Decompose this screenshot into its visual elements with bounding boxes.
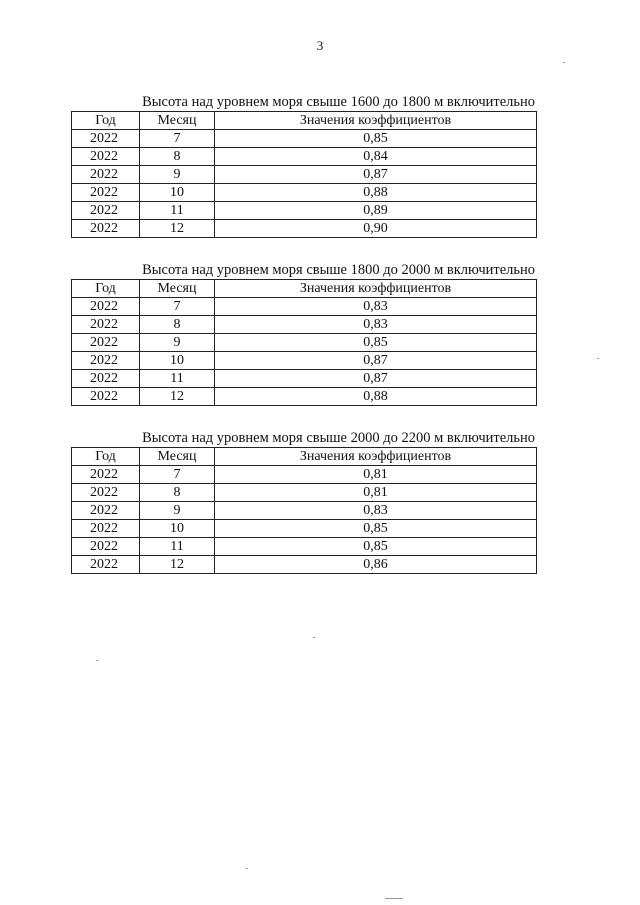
column-header-value: Значения коэффициентов: [215, 280, 537, 298]
value-cell: 0,88: [215, 184, 537, 202]
scan-speck: [597, 358, 599, 359]
month-cell: 7: [140, 466, 215, 484]
year-cell: 2022: [72, 538, 140, 556]
column-header-year: Год: [72, 280, 140, 298]
value-cell: 0,81: [215, 484, 537, 502]
table-row: [72, 166, 537, 184]
year-cell: 2022: [72, 370, 140, 388]
table-row: [72, 388, 537, 406]
table-row: [72, 184, 537, 202]
value-cell: 0,89: [215, 202, 537, 220]
value-cell: 0,85: [215, 520, 537, 538]
month-cell: 8: [140, 316, 215, 334]
coefficient-section-1800-2000: [71, 262, 536, 406]
year-cell: 2022: [72, 520, 140, 538]
scan-speck: [313, 637, 315, 638]
table-header-row: [72, 280, 537, 298]
year-cell: 2022: [72, 388, 140, 406]
year-cell: 2022: [72, 316, 140, 334]
month-cell: 9: [140, 334, 215, 352]
value-cell: 0,85: [215, 538, 537, 556]
table-header-row: [72, 448, 537, 466]
month-cell: 12: [140, 220, 215, 238]
year-cell: 2022: [72, 202, 140, 220]
section-title: Высота над уровнем моря свыше 1600 до 1800 м включительно: [142, 94, 535, 110]
year-cell: 2022: [72, 352, 140, 370]
scan-speck: [385, 898, 403, 899]
year-cell: 2022: [72, 556, 140, 574]
column-header-year: Год: [72, 448, 140, 466]
month-cell: 10: [140, 520, 215, 538]
table-row: [72, 316, 537, 334]
coefficient-section-1600-1800: [71, 94, 536, 238]
year-cell: 2022: [72, 166, 140, 184]
year-cell: 2022: [72, 466, 140, 484]
table-row: [72, 520, 537, 538]
year-cell: 2022: [72, 334, 140, 352]
value-cell: 0,85: [215, 334, 537, 352]
year-cell: 2022: [72, 148, 140, 166]
column-header-year: Год: [72, 112, 140, 130]
page-number: 3: [316, 38, 324, 53]
month-cell: 12: [140, 388, 215, 406]
value-cell: 0,83: [215, 316, 537, 334]
section-title: Высота над уровнем моря свыше 2000 до 2200 м включительно: [142, 430, 535, 446]
column-header-value: Значения коэффициентов: [215, 112, 537, 130]
value-cell: 0,88: [215, 388, 537, 406]
table-row: [72, 130, 537, 148]
month-cell: 11: [140, 370, 215, 388]
table-row: [72, 334, 537, 352]
month-cell: 12: [140, 556, 215, 574]
year-cell: 2022: [72, 184, 140, 202]
month-cell: 10: [140, 352, 215, 370]
scan-speck: [246, 868, 248, 869]
month-cell: 8: [140, 484, 215, 502]
coefficient-section-2000-2200: [71, 430, 536, 574]
table-row: [72, 556, 537, 574]
table-row: [72, 484, 537, 502]
section-title: Высота над уровнем моря свыше 1800 до 2000 м включительно: [142, 262, 535, 278]
scan-speck: [96, 660, 98, 661]
coefficient-table: [71, 447, 537, 574]
month-cell: 9: [140, 166, 215, 184]
value-cell: 0,90: [215, 220, 537, 238]
month-cell: 11: [140, 538, 215, 556]
table-row: [72, 352, 537, 370]
table-row: [72, 298, 537, 316]
table-row: [72, 466, 537, 484]
table-row: [72, 148, 537, 166]
coefficient-table: [71, 279, 537, 406]
year-cell: 2022: [72, 130, 140, 148]
month-cell: 9: [140, 502, 215, 520]
scan-speck: [563, 62, 565, 63]
value-cell: 0,81: [215, 466, 537, 484]
value-cell: 0,83: [215, 502, 537, 520]
column-header-month: Месяц: [140, 112, 215, 130]
table-row: [72, 538, 537, 556]
value-cell: 0,83: [215, 298, 537, 316]
table-row: [72, 202, 537, 220]
column-header-month: Месяц: [140, 280, 215, 298]
value-cell: 0,87: [215, 352, 537, 370]
month-cell: 7: [140, 130, 215, 148]
month-cell: 11: [140, 202, 215, 220]
table-row: [72, 370, 537, 388]
coefficient-table: [71, 111, 537, 238]
value-cell: 0,86: [215, 556, 537, 574]
year-cell: 2022: [72, 502, 140, 520]
value-cell: 0,84: [215, 148, 537, 166]
value-cell: 0,85: [215, 130, 537, 148]
table-row: [72, 220, 537, 238]
month-cell: 10: [140, 184, 215, 202]
month-cell: 7: [140, 298, 215, 316]
value-cell: 0,87: [215, 370, 537, 388]
table-row: [72, 502, 537, 520]
year-cell: 2022: [72, 484, 140, 502]
year-cell: 2022: [72, 220, 140, 238]
value-cell: 0,87: [215, 166, 537, 184]
column-header-month: Месяц: [140, 448, 215, 466]
column-header-value: Значения коэффициентов: [215, 448, 537, 466]
month-cell: 8: [140, 148, 215, 166]
year-cell: 2022: [72, 298, 140, 316]
table-header-row: [72, 112, 537, 130]
